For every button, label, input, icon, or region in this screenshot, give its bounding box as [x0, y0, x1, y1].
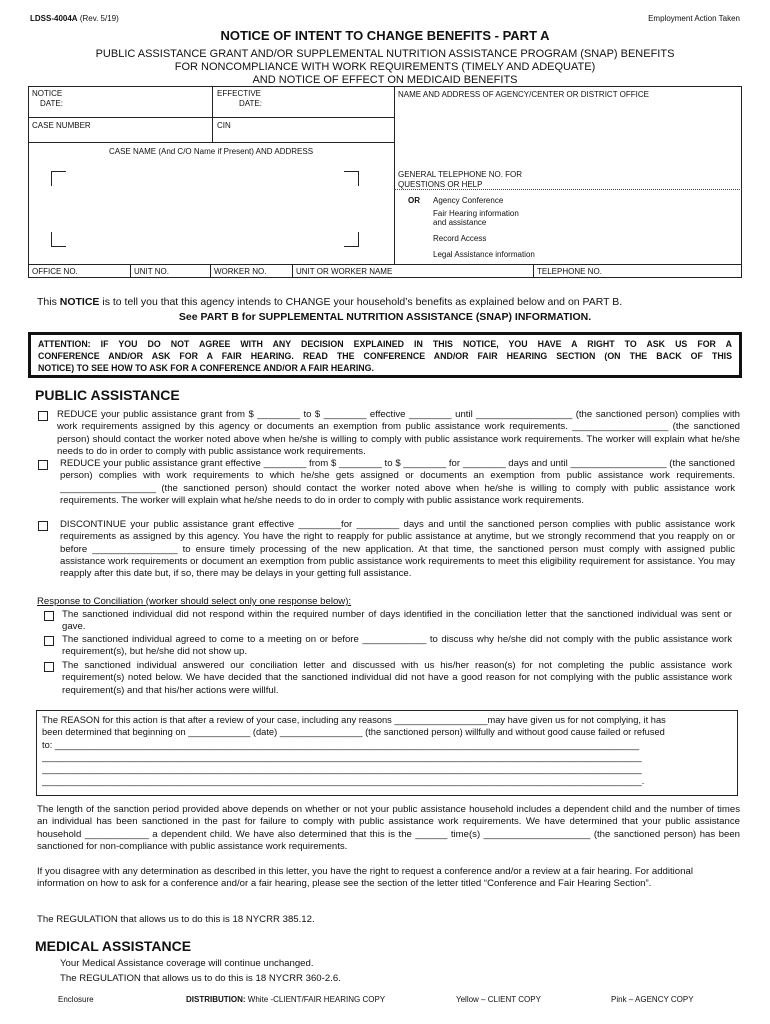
cin-field[interactable]: CIN [217, 121, 231, 130]
general-phone-field[interactable]: GENERAL TELEPHONE NO. FOR QUESTIONS OR HELP [398, 170, 523, 189]
distribution-pink: Pink – AGENCY COPY [611, 995, 694, 1004]
conciliation-checkbox-3[interactable] [44, 662, 54, 672]
conciliation-checkbox-2[interactable] [44, 636, 54, 646]
record-access-label: Record Access [433, 234, 487, 243]
reduce-grant-option-1: REDUCE your public assistance grant from $ ________ to $ ________ effective ________ until __________________ (the sanctioned person) complies with work requirements assigned by this agency or documents an exemption from public assistance work requirements. __________________ (the sanctioned person) should contact the worker noted above when he/she is willing to comply with public assistance work requirements. The worker will explain what he/she needs to do in order to comply with public assistance work requirements. [57, 409, 740, 457]
notice-date-field[interactable]: NOTICE DATE: [32, 89, 63, 108]
disagree-text: If you disagree with any determination as described in this letter, you have the right to request a conference and/or a review at a fair hearing. For additional information on how to ask for a conference and/or a fair hearing, please see the section of the letter titled “Conference and Fair Hearing Section”. [37, 866, 693, 890]
address-window-corner [51, 171, 66, 186]
intro-text: This NOTICE is to tell you that this agency intends to CHANGE your household’s benefits as explained below and on PART B. [37, 296, 623, 308]
attention-line-3: NOTICE) TO SEE HOW TO ASK FOR A CONFERENCE AND/OR A FAIR HEARING. [38, 363, 374, 373]
telephone-no-field[interactable]: TELEPHONE NO. [537, 267, 602, 276]
subtitle-line-2: FOR NONCOMPLIANCE WITH WORK REQUIREMENTS (TIMELY AND ADEQUATE) [174, 61, 596, 73]
reduce-grant-checkbox-1[interactable] [38, 411, 48, 421]
conciliation-heading: Response to Conciliation (worker should select only one response below): [37, 596, 352, 607]
or-label: OR [408, 196, 420, 205]
discontinue-grant-option: DISCONTINUE your public assistance grant effective ________for ________ days and until the sanctioned person complies with public assistance work requirements as assigned by this agency. You have the right to reapply for public assistance at anytime, but we strongly recommend that you reapply on or before ________________ to ensure timely processing of the new application. At that time, the sanctioned person must comply with assigned public assistance work requirements or document an exemption from public assistance work requirements to meet this eligibility requirement for assistance. You may reapply after this date but, if so, there may be delays in your getting full assistance. [60, 519, 735, 580]
reduce-grant-option-2: REDUCE your public assistance grant effective ________ from $ ________ to $ ________ for ________ days and until __________________ (the sanctioned person) complies with work requirements to which he/she gets assigned or documents an exemption from public assistance work requirements. __________________ (the sanctioned person) should contact the worker noted above when he/she is willing to comply with public assistance work requirements. The worker will explain what he/she needs to do in order to comply with public assistance work requirements. [60, 458, 735, 506]
form-id: LDSS-4004A (Rev. 5/19) [30, 14, 119, 23]
form-type-label: Employment Action Taken [648, 14, 740, 23]
attention-line-1: ATTENTION: IF YOU DO NOT AGREE WITH ANY DECISION EXPLAINED IN THIS NOTICE, YOU HAVE A RIGHT TO ASK US FOR A [38, 339, 732, 349]
pa-regulation: The REGULATION that allows us to do this is 18 NYCRR 385.12. [37, 914, 315, 925]
unit-worker-name-field[interactable]: UNIT OR WORKER NAME [296, 267, 393, 276]
sanction-period-text: The length of the sanction period provided above depends on whether or not your public assistance household includes a dependent child and the number of times an individual has been sanctioned in the past for failure to comply with public assistance work requirements. We have determined that your public assistance household ____________ a dependent child. We have also determined that this is the ______ time(s) ____________________ (the sanctioned person) has been sanctioned for non-compliance with public assistance work requirements. [37, 804, 740, 852]
discontinue-grant-checkbox[interactable] [38, 521, 48, 531]
medical-assistance-heading: MEDICAL ASSISTANCE [35, 938, 192, 954]
conciliation-response-1: The sanctioned individual did not respond within the required number of days identified in the conciliation letter that the sanctioned individual was sent or gave. [62, 609, 732, 633]
fair-hearing-label: Fair Hearing information and assistance [433, 209, 519, 227]
reduce-grant-checkbox-2[interactable] [38, 460, 48, 470]
case-number-field[interactable]: CASE NUMBER [32, 121, 91, 130]
address-window-corner [344, 171, 359, 186]
worker-no-field[interactable]: WORKER NO. [214, 267, 267, 276]
conciliation-response-2: The sanctioned individual agreed to come to a meeting on or before ____________ to discuss why he/she did not comply with the public assistance work requirement(s), but he/she did not show up. [62, 634, 732, 658]
agency-address-field[interactable]: NAME AND ADDRESS OF AGENCY/CENTER OR DISTRICT OFFICE [398, 90, 649, 99]
effective-date-field[interactable]: EFFECTIVE DATE: [217, 89, 262, 108]
unit-no-field[interactable]: UNIT NO. [134, 267, 169, 276]
enclosure-label: Enclosure [58, 995, 94, 1004]
agency-conference-label: Agency Conference [433, 196, 504, 205]
legal-assistance-label: Legal Assistance information [433, 250, 535, 259]
page-title: NOTICE OF INTENT TO CHANGE BENEFITS - PART A [220, 28, 550, 43]
snap-reference: See PART B for SUPPLEMENTAL NUTRITION ASSISTANCE (SNAP) INFORMATION. [178, 311, 592, 323]
public-assistance-heading: PUBLIC ASSISTANCE [35, 387, 180, 403]
distribution-white: DISTRIBUTION: White -CLIENT/FAIR HEARING COPY [186, 995, 386, 1004]
medical-coverage-text: Your Medical Assistance coverage will continue unchanged. [60, 958, 314, 969]
subtitle-line-1: PUBLIC ASSISTANCE GRANT AND/OR SUPPLEMENTAL NUTRITION ASSISTANCE PROGRAM (SNAP) BENEFITS [95, 48, 675, 60]
medical-regulation: The REGULATION that allows us to do this is 18 NYCRR 360-2.6. [60, 973, 341, 984]
case-name-address-label: CASE NAME (And C/O Name if Present) AND ADDRESS [108, 147, 314, 156]
attention-line-2: CONFERENCE AND/OR ASK FOR A FAIR HEARING. READ THE CONFERENCE AND/OR FAIR HEARING SECTION (ON THE BACK OF THIS [38, 351, 732, 361]
office-no-field[interactable]: OFFICE NO. [32, 267, 78, 276]
conciliation-checkbox-1[interactable] [44, 611, 54, 621]
address-window-corner [344, 232, 359, 247]
case-info-grid [28, 86, 742, 278]
conciliation-response-3: The sanctioned individual answered our conciliation letter and discussed with us his/her reason(s) for not completing the public assistance work requirement(s) noted below. We have decided that the sanctioned individual did not have a good reason for not complying with the public assistance work requirement(s) and that his/her actions were willful. [62, 660, 732, 696]
address-window-corner [51, 232, 66, 247]
distribution-yellow: Yellow – CLIENT COPY [456, 995, 541, 1004]
subtitle-line-3: AND NOTICE OF EFFECT ON MEDICAID BENEFITS [252, 74, 518, 86]
reason-text[interactable]: The REASON for this action is that after a review of your case, including any reasons __________________may have given us for not complying, it has been determined that beginning on ____________ (date) ________________ (the sanctioned person) willfully and without good cause failed or refused to: _________________________________________________________________________________________________________________ ____________________________________________________________________________________________________________________ ____________________________________________________________________________________________________________________ ____________________________________________________________________________________________________________________. [42, 715, 666, 787]
